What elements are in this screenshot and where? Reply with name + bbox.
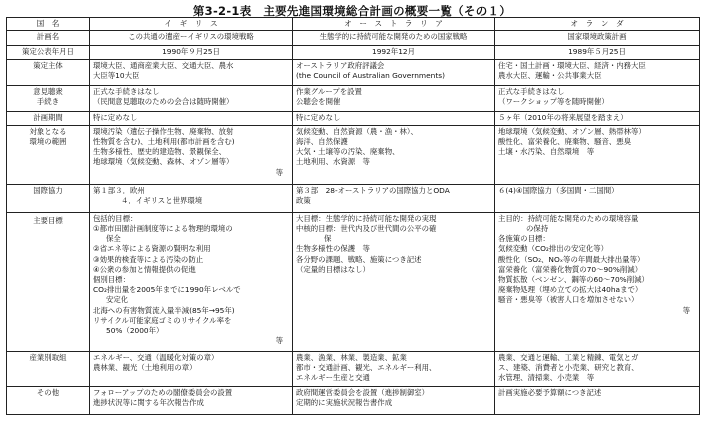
text-line: ④公衆の参加と情報提供の促進	[93, 264, 196, 274]
text-line: 定期的に実施状況報告書作成	[296, 397, 393, 407]
text-line: 農水大臣、運輸・公共事業大臣	[498, 70, 602, 80]
text-line: 土壌・水汚染、自然環境 等	[498, 147, 595, 157]
text-line: 各分野の課題、戦略、施策につき記述	[296, 254, 422, 264]
text-line: ①都市田園計画制度等による物理的環境の	[93, 223, 233, 233]
cell-australia	[293, 212, 495, 351]
row-scope	[7, 125, 700, 184]
row-label: 策定公表年月日	[7, 46, 90, 59]
text-line: オーストラリア政府評議会	[296, 60, 385, 70]
header-netherlands: オ ラ ン ダ	[495, 18, 700, 31]
text-line: ス、建築、消費者と小売業、研究と教育、	[498, 362, 639, 372]
row-label: 計画期間	[7, 111, 90, 125]
cell-uk	[90, 212, 293, 351]
text-line: 環境大臣、通商産業大臣、交通大臣、農水	[93, 60, 234, 70]
page-title: 第3-2-1表 主要先進国環境総合計画の概要一覧（その１）	[192, 4, 512, 18]
text-line: フォローアップのための閣僚委員会の設置	[93, 387, 233, 397]
table-header-row	[7, 18, 700, 31]
cell-netherlands: 国家環境政策計画	[495, 31, 700, 46]
text-line: 公聴会を開催	[296, 96, 341, 106]
cell-australia	[293, 184, 495, 212]
text-line: 主目的：持続可能な開発のための環境容量	[498, 213, 639, 223]
text-line: 大臣等10大臣	[93, 70, 140, 80]
cell-netherlands	[495, 212, 700, 351]
text-line: エネルギー、交通（温暖化対策の章）	[93, 352, 219, 362]
text-line: 第３部 28-オーストラリアの国際協力とODA	[296, 185, 450, 195]
text-line: 安定化	[106, 295, 129, 305]
text-line: 中核的目標：世代内及び世代間の公平の確	[296, 223, 437, 233]
text-line: 対象となる	[29, 126, 67, 136]
text-line: 富栄養化（富栄養化物質の70～90%削減）	[498, 264, 643, 274]
text-line: 手続き	[36, 96, 60, 106]
text-line: 気候変動、自然資源（農・漁・林）、	[296, 126, 418, 136]
cell-uk	[90, 351, 293, 386]
cell-uk: この共通の遺産ーイギリスの環境戦略	[90, 31, 293, 46]
cell-australia	[293, 351, 495, 386]
row-sector-efforts	[7, 351, 700, 386]
row-label	[7, 85, 90, 111]
row-international	[7, 184, 700, 212]
row-label: その他	[7, 386, 90, 414]
row-publish-date	[7, 46, 700, 59]
text-line: 意見聴衆	[33, 86, 63, 96]
text-line: 気候変動（CO₂排出の安定化等）	[498, 244, 609, 254]
text-line: （定量的目標はなし）	[296, 264, 370, 274]
text-line: 騒音・悪臭等（被害人口を増加させない）	[498, 295, 639, 305]
row-label: 産業別取組	[7, 351, 90, 386]
text-line: エネルギー生産と交通	[296, 373, 370, 383]
cell-uk	[90, 184, 293, 212]
text-line: 水管理、清掃業、小売業 等	[498, 373, 595, 383]
cell-australia	[293, 85, 495, 111]
comparison-table	[6, 17, 700, 415]
row-label: 策定主体	[7, 59, 90, 85]
cell-netherlands	[495, 85, 700, 111]
cell-netherlands: 1989年５月25日	[495, 46, 700, 59]
cell-uk	[90, 59, 293, 85]
text-line: 正式な手続きはなし	[93, 86, 160, 96]
text-line: 各施策の目標：	[498, 234, 550, 244]
cell-australia: 生態学的に持続可能な開発のための国家戦略	[293, 31, 495, 46]
text-line: 等	[275, 167, 283, 177]
text-line: CO₂排出量を2005年までに1990年レベルで	[93, 285, 241, 295]
text-line: 環境汚染（遺伝子操作生物、廃棄物、放射	[93, 126, 234, 136]
cell-uk: 1990年９月25日	[90, 46, 293, 59]
row-actor	[7, 59, 700, 85]
text-line: 土地利用、水資源 等	[296, 157, 370, 167]
row-label: 主要目標	[7, 212, 90, 351]
text-line: 保全	[106, 234, 121, 244]
text-line: ②省エネ等による資源の賢明な利用	[93, 244, 211, 254]
text-line: （民間意見聴取のための会合は随時開催）	[93, 96, 234, 106]
cell-netherlands	[495, 351, 700, 386]
cell-netherlands: ６(4)④国際協力（多国間・二国間）	[495, 184, 700, 212]
text-line: 北海への有害物質流入量半減(85年→95年)	[93, 305, 235, 315]
text-line: 個別目標：	[93, 275, 130, 284]
text-line: 酸性化、富栄養化、廃棄物、騒音、悪臭	[498, 136, 632, 146]
text-line: 大目標：生態学的に持続可能な開発の実現	[296, 213, 437, 223]
row-label	[7, 125, 90, 184]
text-line: 進捗状況等に関する年次報告作成	[93, 397, 204, 407]
row-other	[7, 386, 700, 414]
text-line: 生物多様性、歴史的建造物、景観保全、	[93, 147, 227, 157]
text-line: 農業、交通と運輸、工業と精錬、電気とガ	[498, 352, 639, 362]
header-uk: イ ギ リ ス	[90, 18, 293, 31]
cell-australia	[293, 59, 495, 85]
text-line: 性物質を含む)、土地利用(都市計画を含む)	[93, 136, 235, 146]
cell-australia	[293, 386, 495, 414]
cell-australia	[293, 125, 495, 184]
text-line: の保持	[526, 223, 549, 233]
cell-uk: 特に定めなし	[90, 111, 293, 125]
cell-uk	[90, 125, 293, 184]
text-line: (the Council of Australian Governments)	[296, 70, 445, 80]
cell-netherlands	[495, 59, 700, 85]
text-line: ③効果的検査等による汚染の防止	[93, 254, 204, 264]
text-line: ４．イギリスと世界環境	[121, 195, 203, 205]
text-line: 政府間運営委員会を設置（進捗制御室）	[296, 387, 430, 397]
cell-australia: 特に定めなし	[293, 111, 495, 125]
text-line: 正式な手続きはなし	[498, 86, 565, 96]
text-line: 地球環境（気候変動、森林、オゾン層等）	[93, 157, 234, 167]
text-line: 農林業、観光（土地利用の章）	[93, 362, 197, 372]
text-line: 第１部３．欧州	[93, 185, 145, 195]
cell-australia: 1992年12月	[293, 46, 495, 59]
cell-netherlands: ５ヶ年（2010年の将来展望を踏まえ）	[495, 111, 700, 125]
row-label: 計画名	[7, 31, 90, 46]
text-line: 等	[682, 305, 690, 315]
text-line: 政策	[296, 195, 311, 205]
text-line: 環境の範囲	[29, 136, 67, 146]
cell-netherlands: 計画実施必要予算額につき記述	[495, 386, 700, 414]
text-line: 住宅・国土計画・環境大臣、経済・内務大臣	[498, 60, 646, 70]
text-line: 海洋、自然保護	[296, 136, 348, 146]
row-main-goals	[7, 212, 700, 351]
cell-uk	[90, 85, 293, 111]
row-opinion-procedure	[7, 85, 700, 111]
text-line: 保	[324, 234, 332, 244]
header-country-label: 国 名	[7, 18, 90, 31]
text-line: （ワークショップ等を随時開催）	[498, 96, 609, 106]
text-line: 都市・交通計画、観光、エネルギー利用、	[296, 362, 437, 372]
cell-netherlands	[495, 125, 700, 184]
text-line: 農業、漁業、林業、製造業、鉱業	[296, 352, 407, 362]
text-line: 生物多様性の保護 等	[296, 244, 370, 254]
text-line: 50%（2000年）	[106, 326, 164, 336]
text-line: 物質拡散（ベンゼン、鋼等の60～70%削減）	[498, 275, 649, 284]
text-line: 包括的目標：	[93, 213, 138, 223]
header-australia: オ ー ス ト ラ リ ア	[293, 18, 495, 31]
text-line: 作業グループを設置	[296, 86, 362, 96]
text-line: 大気・土壌等の汚染、廃棄物、	[296, 147, 400, 157]
text-line: 廃棄物処理（埋め立ての拡大は40haまで）	[498, 285, 643, 295]
cell-uk	[90, 386, 293, 414]
row-label: 国際協力	[7, 184, 90, 212]
text-line: リサイクル可能家庭ゴミのリサイクル率を	[93, 315, 232, 325]
row-plan-name	[7, 31, 700, 46]
text-line: 等	[275, 336, 283, 346]
row-plan-period	[7, 111, 700, 125]
text-line: 酸性化（SO₂、NOₓ等の年間最大排出量等）	[498, 254, 645, 264]
text-line: 地球環境（気候変動、オゾン層、熱帯林等）	[498, 126, 646, 136]
